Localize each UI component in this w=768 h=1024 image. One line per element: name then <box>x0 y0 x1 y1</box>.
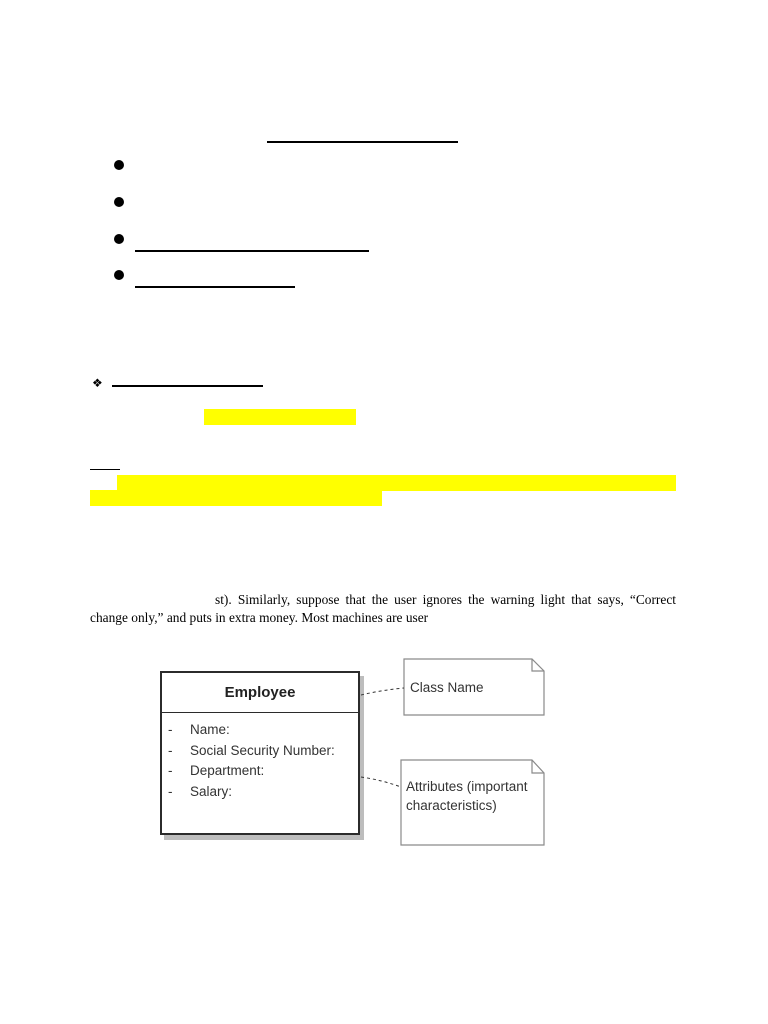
diamond-bullet-icon: ❖ <box>92 376 103 390</box>
uml-class-name: Employee <box>162 673 358 713</box>
paragraph-line: change only,” and puts in extra money. Most machines are user <box>90 610 429 625</box>
connector-attributes <box>361 777 401 787</box>
uml-attribute: - Social Security Number: <box>168 742 335 758</box>
note-class-name-text: Class Name <box>410 680 484 695</box>
uml-attribute: - Department: <box>168 763 265 778</box>
uml-attribute: - Name: <box>168 722 230 737</box>
uml-attribute: - Salary: <box>168 783 233 799</box>
note-attributes-text: Attributes (important characteristics) <box>406 779 528 813</box>
connector-class-name <box>361 688 404 695</box>
paragraph-line: st). Similarly, suppose that the user ignores the warning light that says, “Correct <box>215 592 676 607</box>
